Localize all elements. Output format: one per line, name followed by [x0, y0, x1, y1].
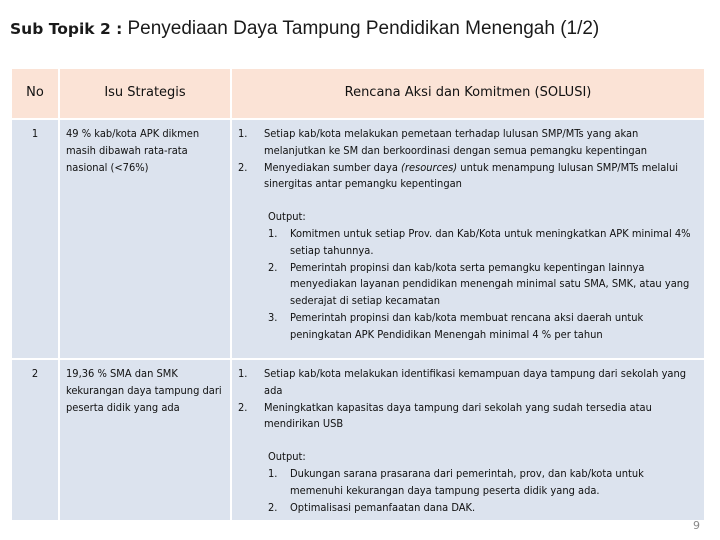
column-header-aksi: Rencana Aksi dan Komitmen (SOLUSI): [232, 69, 704, 118]
table-header-row: [12, 69, 704, 118]
action-text: Setiap kab/kota melakukan pemetaan terhadap lulusan SMP/MTs yang akan melanjutkan ke SM dan berkoordinasi dengan semua pemangku kepentingan: [264, 127, 648, 157]
output-item: [268, 466, 696, 500]
output-text: Pemerintah propinsi dan kab/kota serta pemangku kepentingan lainnya menyediakan layanan pendidikan menengah minimal satu SMA, SMK, atau yang sederajat di setiap kecamatan: [290, 260, 690, 308]
output-text: Pemerintah propinsi dan kab/kota membuat rencana aksi daerah untuk peningkatan APK Pendidikan Menengah minimal 4 % per tahun: [290, 310, 644, 341]
page-number: 9: [693, 519, 700, 532]
action-number: 1.: [238, 127, 248, 140]
output-item: [268, 260, 696, 310]
output-number: 2.: [268, 500, 278, 514]
output-number: 3.: [268, 310, 278, 324]
action-cell: [232, 120, 704, 358]
resources-italic: (resources): [401, 160, 458, 174]
action-number: 1.: [238, 367, 248, 380]
subtopic-prefix: Sub Topik 2 :: [10, 20, 123, 38]
column-header-isu: Isu Strategis: [60, 69, 230, 118]
issue-text: 49 % kab/kota APK dikmen masih dibawah rata-rata nasional (<76%): [60, 120, 230, 358]
table-row: [12, 360, 704, 520]
issue-text: 19,36 % SMA dan SMK kekurangan daya tampung dari peserta didik yang ada: [60, 360, 230, 520]
strategy-table: [10, 67, 706, 522]
table-row: [12, 120, 704, 358]
output-item: [268, 226, 696, 260]
column-header-no: No: [12, 69, 58, 118]
output-number: 1.: [268, 226, 278, 240]
action-list: [238, 126, 696, 193]
action-number: 2.: [238, 160, 248, 174]
output-section: [238, 209, 696, 343]
output-list: [268, 226, 696, 344]
action-item: [238, 366, 696, 400]
action-text: Setiap kab/kota melakukan identifikasi kemampuan daya tampung dari sekolah yang ada: [264, 367, 687, 397]
output-number: 2.: [268, 260, 278, 274]
output-number: 1.: [268, 466, 278, 480]
output-item: [268, 500, 696, 517]
action-item: [238, 400, 696, 434]
action-list: [238, 366, 696, 433]
action-item: [238, 126, 696, 160]
output-section: [238, 449, 696, 516]
action-number: 2.: [238, 400, 248, 414]
output-item: [268, 310, 696, 344]
action-cell: [232, 360, 704, 520]
output-label: Output:: [268, 450, 306, 464]
action-text: Meningkatkan kapasitas daya tampung dari sekolah yang sudah tersedia atau mendirikan USB: [264, 400, 652, 431]
output-text: Komitmen untuk setiap Prov. dan Kab/Kota untuk meningkatkan APK minimal 4% setiap tahunnya.: [290, 226, 691, 257]
output-label: Output:: [268, 210, 306, 224]
action-text: Menyediakan sumber daya (resources) untuk menampung lulusan SMP/MTs melalui sinergitas antar pemangku kepentingan: [264, 160, 679, 191]
action-item: [238, 160, 696, 194]
row-number: 1: [12, 120, 58, 358]
output-text: Optimalisasi pemanfaatan dana DAK.: [290, 500, 476, 514]
row-number: 2: [12, 360, 58, 520]
output-text: Dukungan sarana prasarana dari pemerintah, prov, dan kab/kota untuk memenuhi kekurangan daya tampung peserta didik yang ada.: [290, 466, 644, 497]
page-title: [10, 18, 599, 40]
output-list: [268, 466, 696, 516]
subtopic-title: Penyediaan Daya Tampung Pendidikan Menengah (1/2): [127, 18, 600, 39]
